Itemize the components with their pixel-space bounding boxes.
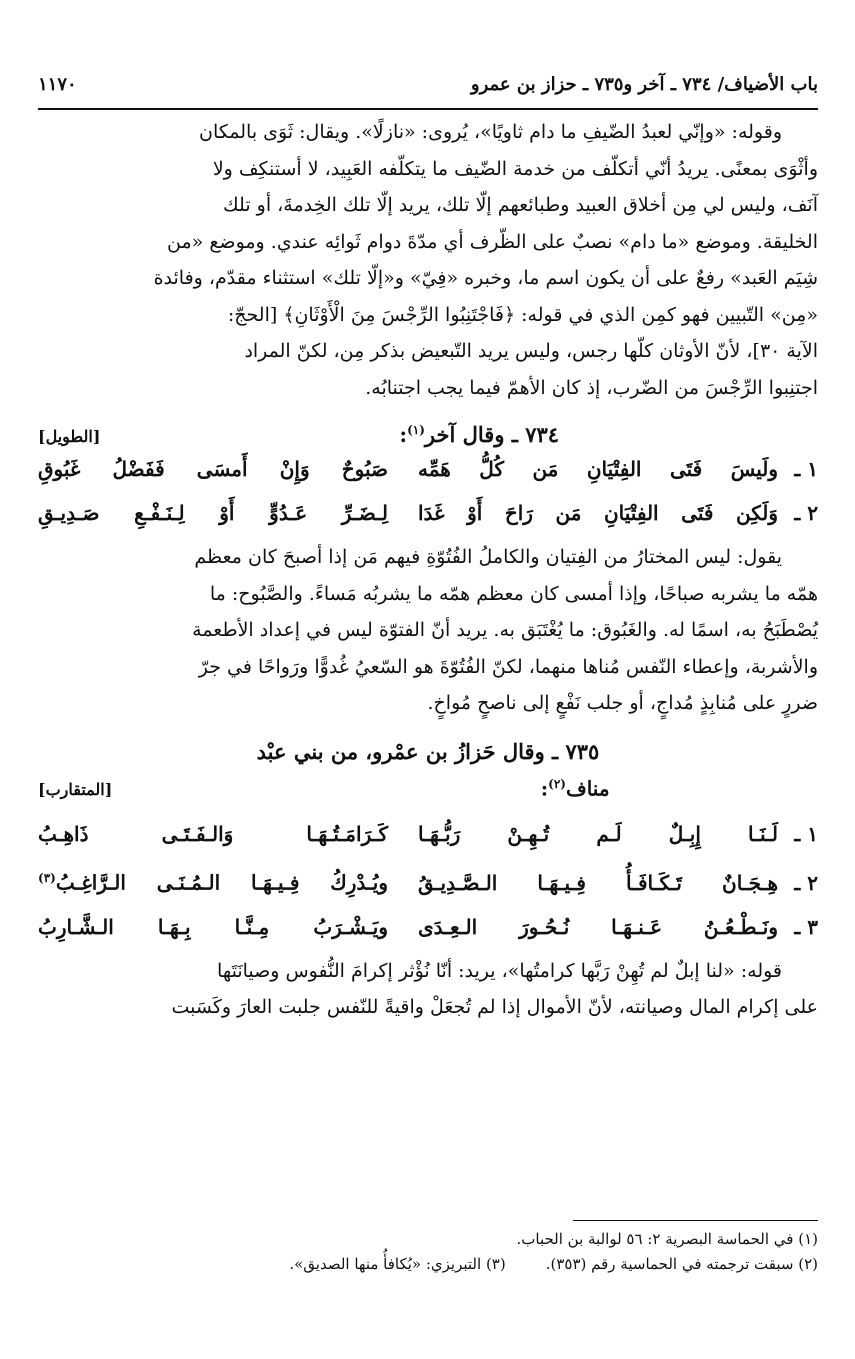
meter-label: [المتقارب]	[38, 780, 113, 800]
verse-first-hemistich: ولَيسَ فَتَى الفِتْيَانِ مَن كُلُّ هَمِّه	[418, 457, 778, 481]
verse-number: ١ ـ	[794, 457, 818, 481]
footnote-ref: (١)	[407, 423, 425, 437]
header-rule	[38, 108, 818, 110]
text-line: شِيَم العَبد» رفعٌ على أن يكون اسم ما، وخبره «فِيّ» و«إلّا تلك» استثناء مقدّم، وفائدة	[153, 267, 818, 289]
text-line: ضررٍ على مُنابِذٍ مُداجٍ، أو جلب نَفْعٍ إلى ناصحٍ مُواخٍ.	[427, 692, 818, 714]
text-line: والأشربة، وإعطاء النّفس مُناها منهما، لكنّ الفُتُوّةَ هو السّعيُ غُدوًّا ورَواحًا في جرّ	[198, 655, 818, 678]
footnote-ref: (٣)	[38, 871, 56, 886]
poem-734-verses	[38, 447, 818, 535]
text-line: يقول: ليس المختارُ من الفِتيان والكاملُ الفُتُوّةِ فيهم مَن إذا أصبحَ كان معظم	[194, 546, 782, 568]
text-line: اجتنِبوا الرِّجْسَ من الضّرب، إذ كان الأهمّ فيما يجب اجتنابُه.	[365, 376, 818, 399]
text-line: همّه ما يشربه صباحًا، وإذا أمسى كان معظم همّه ما يشربُه مَساءً. والصَّبُوح: ما	[209, 582, 818, 605]
page-number: ١١٧٠	[38, 74, 77, 95]
poem-title: ٧٣٤ ـ وقال آخر$^{(١)}$:	[399, 422, 560, 447]
poem-title-cont-text: مناف	[565, 776, 610, 801]
verse-number: ٣ ـ	[794, 914, 818, 939]
commentary-734	[38, 539, 818, 722]
verse-number: ٢ ـ	[794, 501, 818, 525]
verse-line	[38, 905, 818, 949]
poem-title-cont: مناف$^{(٢)}$:	[540, 776, 610, 801]
poem-734-heading	[38, 422, 818, 447]
footnote-rule	[573, 1220, 818, 1221]
verse-number: ٢ ـ	[794, 870, 818, 895]
text-line: وأثْوَى بمعنًى. يريدُ أنّي أتكلّف من خدمة الضّيف ما يتكلّفه العَبِيد، لا أستنكِف ولا	[212, 157, 818, 180]
verse-first-hemistich: وَلَكِن فَتَى الفِتْيَانِ مَن رَاحَ أَوْ غَدَا	[418, 501, 778, 525]
footnote-1: (١) في الحماسة البصرية ٢: ٥٦ لوالبة بن الحباب.	[516, 1230, 818, 1248]
text-line: الآية ٣٠]، لأنّ الأوثان كلّها رجس، وليس يريد التّبعيض بذكر مِن، لكنّ المراد	[244, 340, 818, 362]
verse-line	[38, 491, 818, 535]
verse-line	[38, 812, 818, 856]
meter-label: [الطويل]	[38, 427, 101, 446]
running-header	[38, 68, 818, 102]
verse-second-hemistich: ويَـشْـرَبُ مِـنَّـا بِـهَـا الـشَّـارِبُ	[38, 914, 388, 939]
footnote-row	[38, 1252, 818, 1277]
text-line: «مِن» التّبيين فهو كمِن الذي في قوله: ﴿فَاجْتَنِبُوا الرِّجْسَ مِنَ الْأَوْثَانِ﴾ [الحجّ:	[227, 303, 818, 326]
text-line: على إكرام المال وصيانته، لأنّ الأموال إذا لم تُجعَلْ واقيةً للنّفس جلبت العارَ وكَسَبت	[171, 996, 818, 1019]
footnotes	[38, 1220, 818, 1277]
poem-735-heading	[38, 736, 818, 807]
verse-line	[38, 856, 818, 905]
poem-735-verses	[38, 812, 818, 949]
verse-line	[38, 447, 818, 491]
text-line: قوله: «لنا إبلٌ لم تُهِنْ رَبَّها كرامتُها»، يريد: أنّا نُؤْثر إكرامَ النُّفوس وصيانَتَها	[217, 959, 782, 982]
footnote-2: (٢) سبقت ترجمته في الحماسية رقم (٣٥٣).	[545, 1255, 818, 1273]
footnote-3: (٣) التبريزي: «يُكافأُ منها الصديق».	[289, 1255, 506, 1273]
verse-second-text: ويُـدْرِكُ فِـيـهَـا الـمُـنَـى الـرَّاغِـبُ	[55, 870, 388, 895]
book-page	[38, 68, 818, 1026]
verse-second-hemistich: صَبُوحٌ وَإِنْ أَمسَى فَفَضْلُ غَبُوقِ	[38, 457, 388, 481]
commentary-734-prev	[38, 114, 818, 406]
poem-title: ٧٣٥ ـ وقال حَزازُ بن عمْرو، من بني عبْد	[256, 738, 600, 764]
footnote-ref: (٢)	[548, 776, 566, 791]
text-line: يُصْطَبَحُ به، اسمًا له. والغَبُوق: ما يُغْتَبَق به. يريد أنّ الفتوّة ليس في إعداد الأطعمة	[192, 619, 818, 641]
verse-second-hemistich: لِـضَـرِّ عَـدُوٍّ أَوْ لِـنَـفْـعِ صَـدِيـقِ	[38, 501, 388, 525]
verse-first-hemistich: لَـنَـا إِبِـلٌ لَـم تُـهِـنْ رَبُّـهَـا	[418, 822, 778, 847]
poem-heading-cont	[38, 768, 818, 807]
verse-number: ١ ـ	[794, 822, 818, 847]
text-line: الخليقة. وموضع «ما دام» نصبٌ على الظّرف أي مدّةَ دوام ثَوائِه عندي. وموضع «من	[167, 230, 818, 253]
text-line: وقوله: «وإنّي لعبدُ الضّيفِ ما دام ثاويًا»، يُروى: «نازلًا». ويقال: ثَوَى بالمكان	[199, 121, 782, 143]
verse-first-hemistich: ونَـطْـعُـنُ عَـنـهَـا نُـحُـورَ الـعِـدَى	[418, 914, 778, 939]
text-line: آنَف، وليس لي مِن أخلاق العبيد وطبائعهم إلّا تلك، يريد إلّا تلك الخِدمةَ، أو تلك	[223, 194, 818, 216]
running-title: باب الأضياف/ ٧٣٤ ـ آخر و٧٣٥ ـ حزاز بن عمرو	[470, 74, 818, 95]
commentary-735	[38, 953, 818, 1026]
verse-first-hemistich: هِـجَـانٌ تَـكَـافَـأُ فِـيـهَـا الـصَّـدِيـقُ	[418, 870, 778, 895]
verse-second-hemistich: كَـرَامَـتُـهَـا وَالـفَـتَـى ذَاهِـبُ	[38, 822, 388, 847]
verse-second-hemistich	[38, 856, 388, 905]
poem-title-text: ٧٣٤ ـ وقال آخر	[424, 422, 560, 447]
